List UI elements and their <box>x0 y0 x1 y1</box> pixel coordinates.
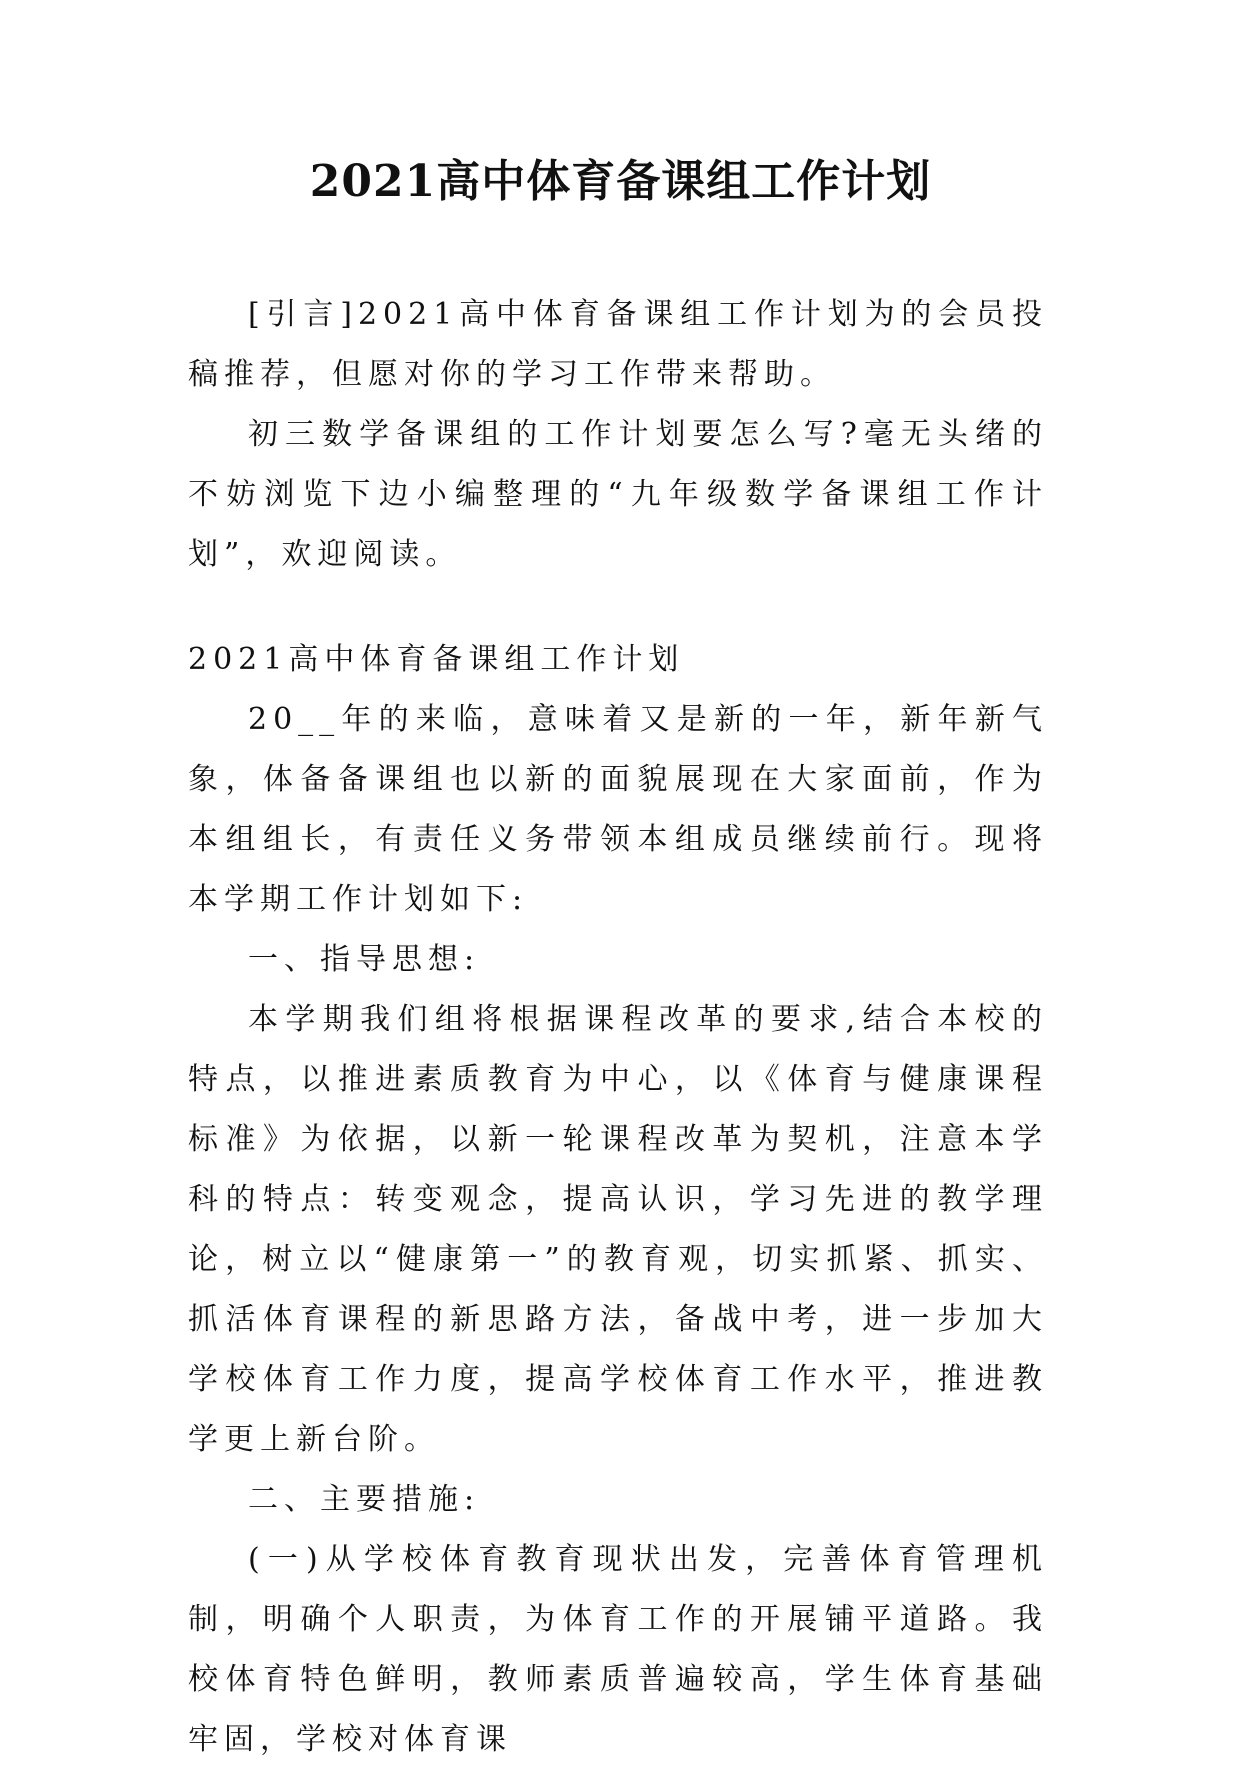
body-paragraph: (一)从学校体育教育现状出发，完善体育管理机制，明确个人职责，为体育工作的开展铺平道路。我校体育特色鲜明，教师素质普遍较高，学生体育基础牢固，学校对体育课 <box>188 1542 1048 1757</box>
main-section <box>188 630 1048 1770</box>
section-heading: 2021高中体育备课组工作计划 <box>188 642 685 677</box>
document-title: 2021高中体育备课组工作计划 <box>309 156 932 207</box>
subheading-guiding-ideology: 一、指导思想: <box>248 942 481 977</box>
body-paragraph: 20__年的来临，意味着又是新的一年，新年新气象，体备备课组也以新的面貌展现在大家面前，作为本组组长，有责任义务带领本组成员继续前行。现将本学期工作计划如下: <box>188 702 1048 917</box>
intro-paragraph: 初三数学备课组的工作计划要怎么写?毫无头绪的不妨浏览下边小编整理的“九年级数学备课组工作计划”，欢迎阅读。 <box>188 417 1048 572</box>
subheading-main-measures: 二、主要措施: <box>248 1482 481 1517</box>
intro-paragraph: [引言]2021高中体育备课组工作计划为的会员投稿推荐，但愿对你的学习工作带来帮助。 <box>188 297 1048 392</box>
intro-section <box>188 285 1048 585</box>
body-paragraph: 本学期我们组将根据课程改革的要求,结合本校的特点，以推进素质教育为中心，以《体育与健康课程标准》为依据，以新一轮课程改革为契机，注意本学科的特点：转变观念，提高认识，学习先进的教学理论，树立以“健康第一”的教育观，切实抓紧、抓实、抓活体育课程的新思路方法，备战中考，进一步加大学校体育工作力度，提高学校体育工作水平，推进教学更上新台阶。 <box>188 1002 1048 1457</box>
